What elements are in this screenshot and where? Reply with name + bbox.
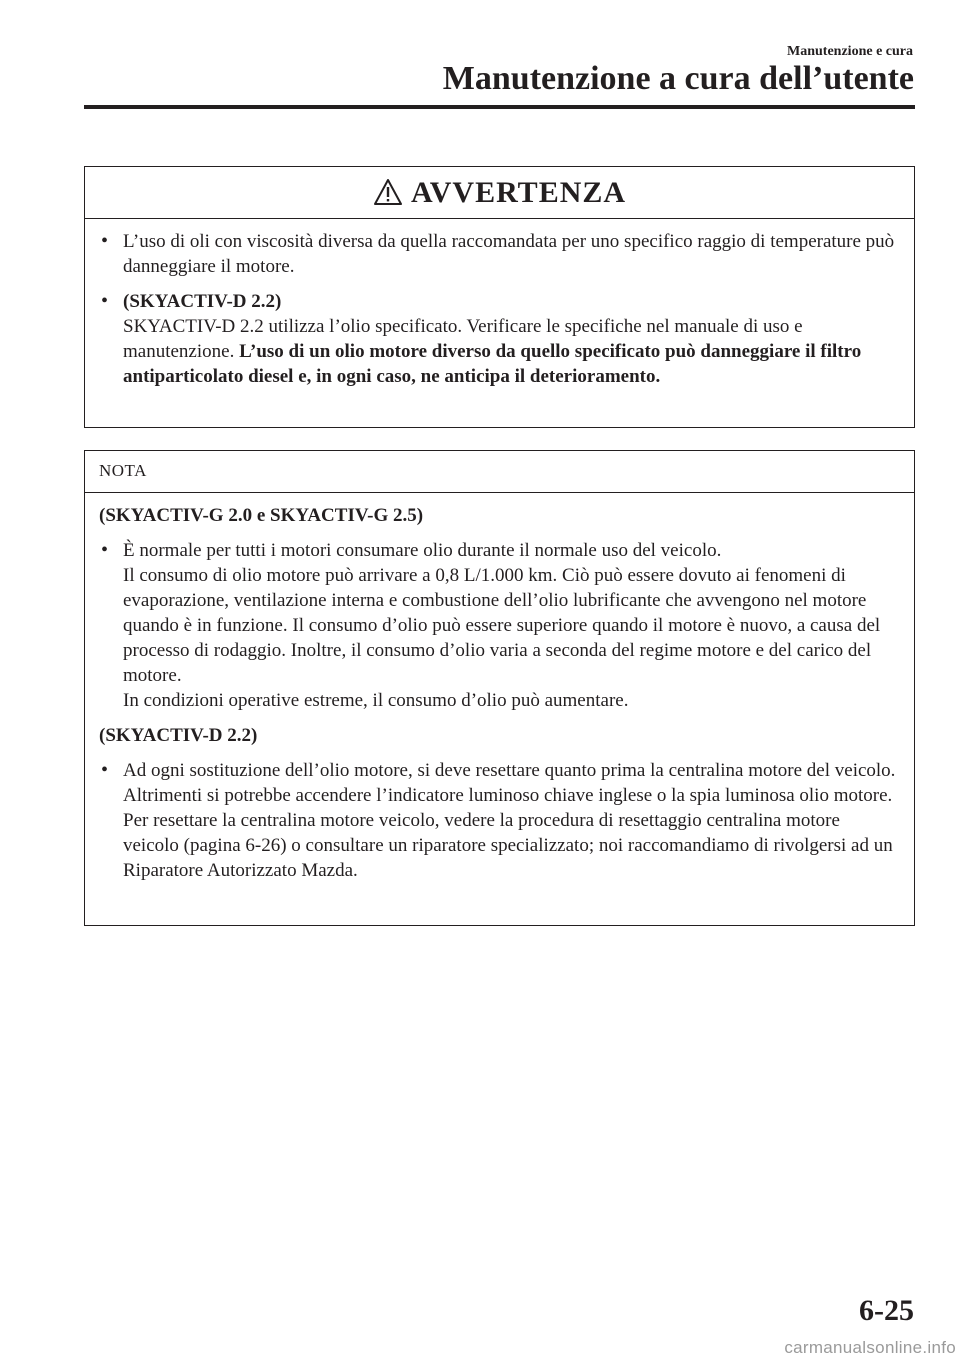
bullet-dot-icon: •: [101, 759, 109, 781]
warning-triangle-icon: [373, 178, 403, 206]
warning-header: [85, 167, 914, 219]
note-title: NOTA: [99, 461, 147, 480]
warning-bullet-1: [99, 229, 900, 279]
note-section-1-line-3: In condizioni operative estreme, il consumo d’olio può aumentare.: [123, 690, 629, 711]
bullet-dot-icon: •: [101, 539, 109, 561]
note-section-1-bullet: [99, 538, 900, 713]
header-divider: [84, 105, 915, 109]
warning-title: AVVERTENZA: [410, 175, 627, 209]
page-title: Manutenzione a cura dell’utente: [442, 60, 914, 97]
note-body: [85, 493, 914, 883]
warning-body: [85, 219, 914, 389]
warning-bullet-2-bold: L’uso di un olio motore diverso da quello specificato può danneggiare il filtro antiparticolato diesel e, in ogni caso, ne anticipa il deterioramento.: [123, 341, 862, 387]
bullet-dot-icon: •: [101, 230, 109, 252]
header-section-label: Manutenzione e cura: [787, 44, 913, 59]
page-number: 6-25: [859, 1294, 914, 1327]
note-section-2-heading: (SKYACTIV-D 2.2): [99, 725, 258, 746]
note-section-2-bullet-text: Ad ogni sostituzione dell’olio motore, si deve resettare quanto prima la centralina motore del veicolo. Altrimenti si potrebbe accendere l’indicatore luminoso chiave inglese o la spia luminosa olio motore. Per resettare la centralina motore veicolo, vedere la procedura di resettaggio centralina motore veicolo (pagina 6-26) o consultare un riparatore specializzato; noi raccomandiamo di rivolgersi ad un Riparatore Autorizzato Mazda.: [123, 760, 896, 881]
watermark: carmanualsonline.info: [784, 1338, 956, 1357]
warning-bullet-1-text: L’uso di oli con viscosità diversa da quella raccomandata per uno specifico raggio di temperature può danneggiare il motore.: [123, 231, 895, 277]
warning-bullet-2-text: SKYACTIV-D 2.2 utilizza l’olio specificato. Verificare le specifiche nel manuale di uso e manutenzione.: [123, 316, 803, 362]
note-section-1-line-2: Il consumo di olio motore può arrivare a 0,8 L/1.000 km. Ciò può essere dovuto ai fenomeni di evaporazione, ventilazione interna e combustione dell’olio lubrificante che avvengono nel motore quando è in funzione. Il consumo d’olio può essere superiore quando il motore è nuovo, a causa del processo di rodaggio. Inoltre, il consumo d’olio varia a seconda del regime motore e del carico del motore.: [123, 565, 881, 686]
note-section-1-bullet-text: È normale per tutti i motori consumare olio durante il normale uso del veicolo.: [123, 540, 722, 561]
warning-bullet-2: [99, 289, 900, 389]
bullet-dot-icon: •: [101, 290, 109, 312]
note-header: [85, 451, 914, 493]
warning-box: [84, 166, 915, 428]
warning-bullet-2-heading: (SKYACTIV-D 2.2): [123, 291, 282, 312]
note-section-1-heading: (SKYACTIV-G 2.0 e SKYACTIV-G 2.5): [99, 505, 424, 526]
note-section-2-bullet: [99, 758, 900, 883]
note-box: [84, 450, 915, 926]
